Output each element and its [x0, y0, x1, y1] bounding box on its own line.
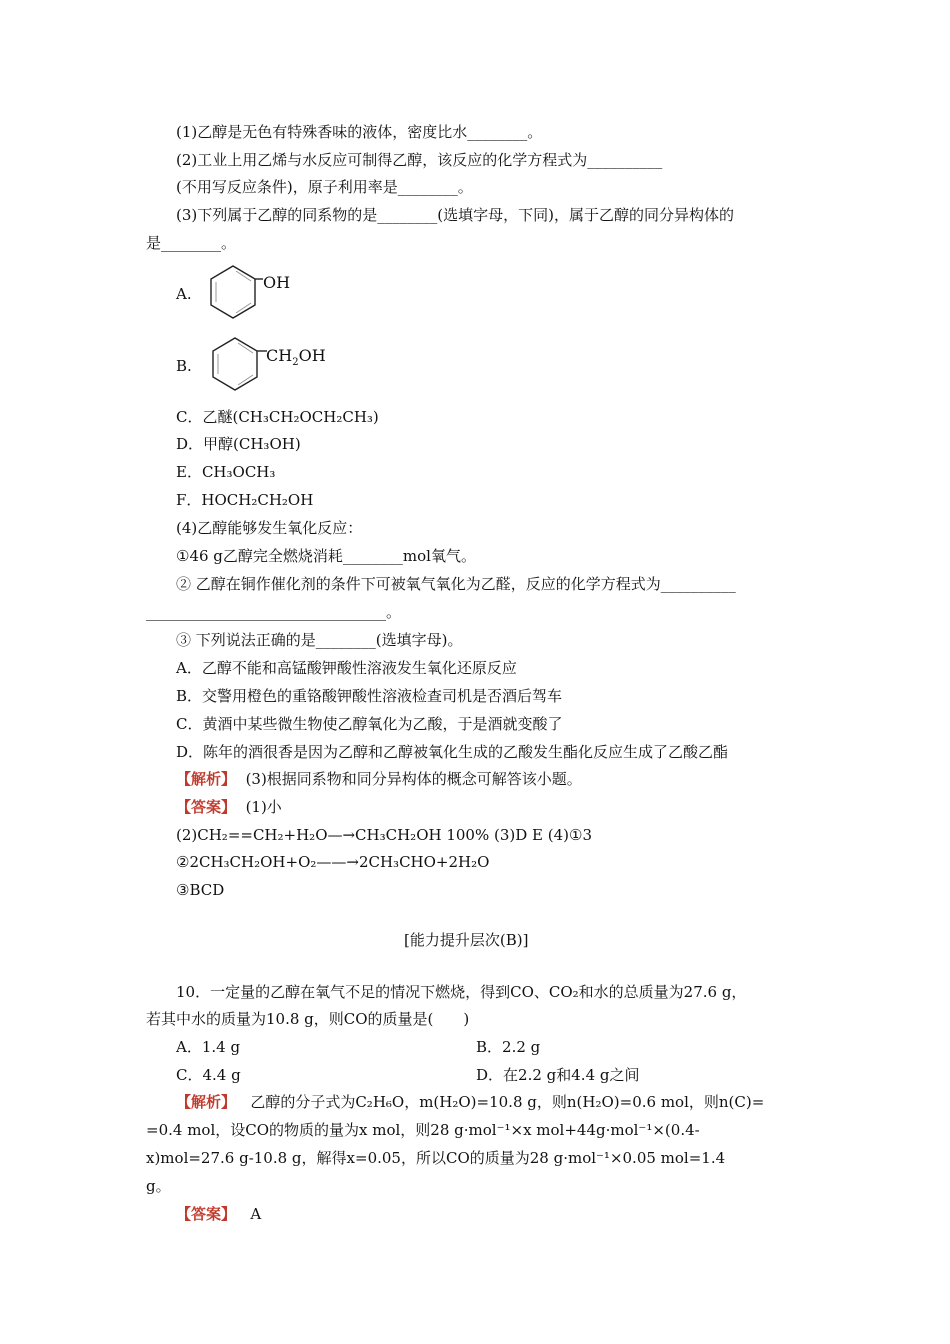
phenol-structure — [203, 262, 263, 322]
q9-part1: (1)乙醇是无色有特殊香味的液体，密度比水________。 — [176, 123, 543, 141]
benzyl-alcohol-structure — [205, 334, 267, 394]
q10-analysis-line4: g。 — [146, 1177, 171, 1195]
q9-part2: (2)工业上用乙烯与水反应可制得乙醇，该反应的化学方程式为__________ — [176, 151, 663, 169]
q10-analysis-line3: x)mol=27.6 g-10.8 g，解得x=0.05，所以CO的质量为28 g·mol⁻¹×0.05 mol=1.4 — [146, 1149, 726, 1167]
q9-optC: C．乙醚(CH₃CH₂OCH₂CH₃) — [176, 408, 379, 426]
q9-answer: 【答案】 (1)小 — [176, 798, 282, 816]
q9-analysis: 【解析】 (3)根据同系物和同分异构体的概念可解答该小题。 — [176, 770, 582, 788]
answer-tag: 【答案】 — [176, 1205, 237, 1223]
q9-optA-label: A. — [176, 285, 192, 303]
q9-part3-cont: 是________。 — [146, 234, 237, 252]
q10-analysis-line2: =0.4 mol，设CO的物质的量为x mol，则28 g·mol⁻¹×x mol+44g·mol⁻¹×(0.4- — [146, 1121, 700, 1139]
q9-optD: D．甲醇(CH₃OH) — [176, 435, 301, 453]
analysis-tag: 【解析】 — [176, 1093, 237, 1111]
phenol-oh-group: OH — [263, 273, 291, 292]
q10-stem: 10．一定量的乙醇在氧气不足的情况下燃烧，得到CO、CO₂和水的总质量为27.6 g， — [176, 983, 747, 1001]
q9-part3: (3)下列属于乙醇的同系物的是________(选填字母，下同)，属于乙醇的同分异构体的 — [176, 206, 734, 224]
q10-stem-cont: 若其中水的质量为10.8 g，则CO的质量是( ) — [146, 1010, 470, 1028]
q9-part4-sub2-cont: ________________________________。 — [146, 603, 402, 621]
q10-analysis: 【解析】 乙醇的分子式为C₂H₆O，m(H₂O)=10.8 g，则n(H₂O)=0.6 mol，则n(C)= — [176, 1093, 765, 1111]
q9-part4-sub2: ② 乙醇在铜作催化剂的条件下可被氧气氧化为乙醛，反应的化学方程式为__________ — [176, 575, 736, 593]
q9-sub3-optD: D．陈年的酒很香是因为乙醇和乙醇被氧化生成的乙酸发生酯化反应生成了乙酸乙酯 — [176, 743, 729, 761]
q9-optF: F．HOCH₂CH₂OH — [176, 491, 314, 509]
q9-part4-sub1: ①46 g乙醇完全燃烧消耗________mol氧气。 — [176, 547, 476, 565]
q9-part2-cont: (不用写反应条件)，原子利用率是________。 — [176, 178, 473, 196]
q9-part4: (4)乙醇能够发生氧化反应： — [176, 519, 363, 537]
q10-optC: C．4.4 g — [176, 1066, 241, 1084]
benzyl-ch2oh-group: $CH_2OH$ — [266, 346, 326, 369]
q10-optA: A．1.4 g — [176, 1038, 241, 1056]
q9-optB-label: B. — [176, 357, 192, 375]
q9-answer-line2: (2)CH₂==CH₂+H₂O—→CH₃CH₂OH 100% (3)D E (4)①3 — [176, 826, 592, 844]
q9-sub3-optB: B．交警用橙色的重铬酸钾酸性溶液检查司机是否酒后驾车 — [176, 687, 563, 705]
q9-sub3-optA: A．乙醇不能和高锰酸钾酸性溶液发生氧化还原反应 — [176, 659, 517, 677]
q9-part4-sub3: ③ 下列说法正确的是________(选填字母)。 — [176, 631, 463, 649]
q9-optE: E．CH₃OCH₃ — [176, 463, 276, 481]
q9-answer-line3: ②2CH₃CH₂OH+O₂——→2CH₃CHO+2H₂O — [176, 853, 490, 871]
answer-tag: 【答案】 — [176, 798, 237, 816]
q9-sub3-optC: C．黄酒中某些微生物使乙醇氧化为乙酸，于是酒就变酸了 — [176, 715, 563, 733]
q9-answer-line4: ③BCD — [176, 881, 225, 899]
q10-answer: 【答案】 A — [176, 1205, 262, 1223]
q10-optB: B．2.2 g — [476, 1038, 541, 1056]
q10-optD: D．在2.2 g和4.4 g之间 — [476, 1066, 640, 1084]
section-title: [能力提升层次(B)] — [404, 931, 529, 949]
analysis-tag: 【解析】 — [176, 770, 237, 788]
